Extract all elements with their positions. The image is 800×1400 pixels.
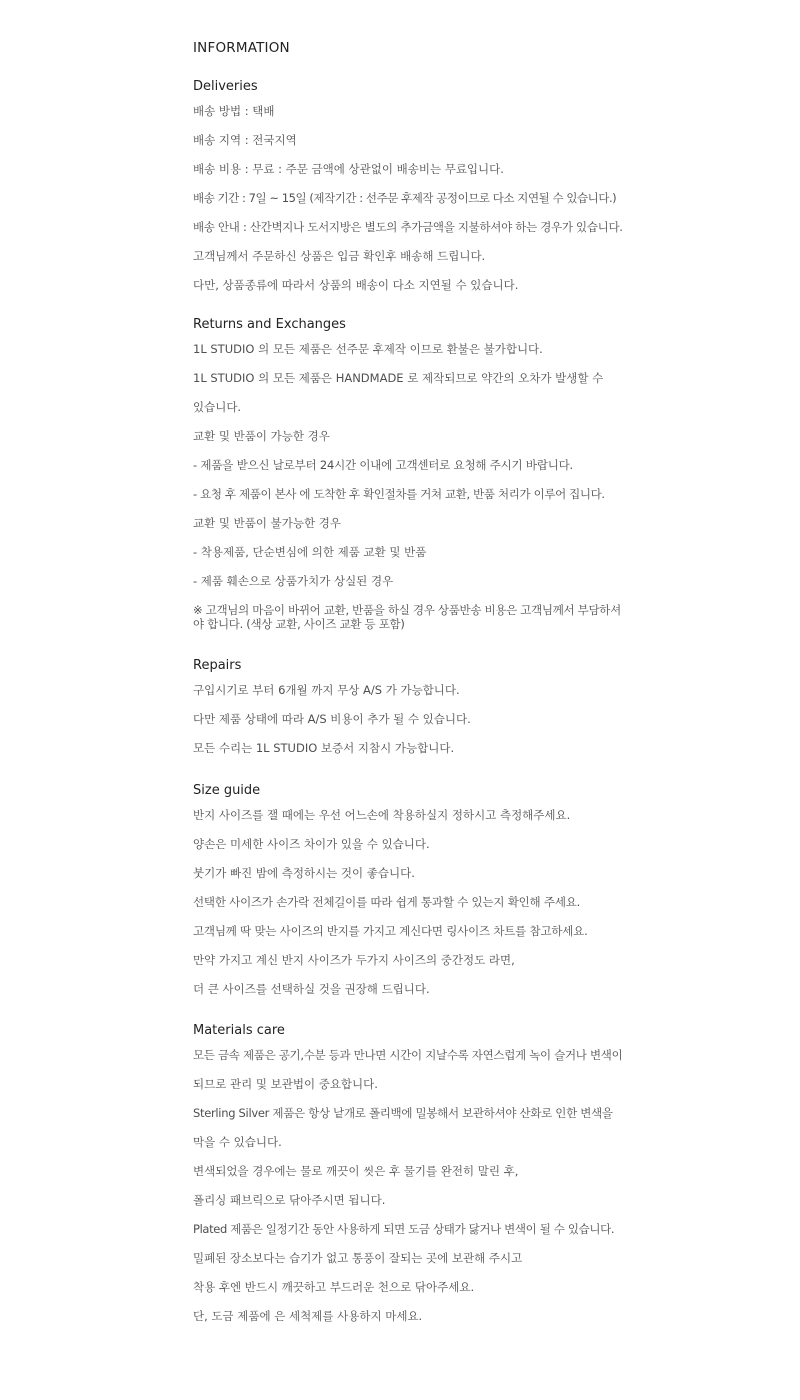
section-deliveries bbox=[193, 78, 633, 292]
materials-care-line: Plated 제품은 일정기간 동안 사용하게 되면 도금 상태가 닳거나 변색이 될 수 있습니다. bbox=[193, 1222, 615, 1236]
section-title-materials-care: Materials care bbox=[193, 1023, 285, 1038]
materials-care-line: 폴리싱 패브릭으로 닦아주시면 됩니다. bbox=[193, 1193, 386, 1207]
materials-care-line: 착용 후엔 반드시 깨끗하고 부드러운 천으로 닦아주세요. bbox=[193, 1280, 475, 1294]
repairs-line: 다만 제품 상태에 따라 A/S 비용이 추가 될 수 있습니다. bbox=[193, 712, 471, 726]
size-guide-lines bbox=[193, 808, 633, 996]
section-title-returns: Returns and Exchanges bbox=[193, 317, 346, 332]
deliveries-line: 배송 안내 : 산간벽지나 도서지방은 별도의 추가금액을 지불하셔야 하는 경우가 있습니다. bbox=[193, 220, 623, 234]
size-guide-line: 반지 사이즈를 잴 때에는 우선 어느손에 착용하실지 정하시고 측정해주세요. bbox=[193, 808, 571, 822]
section-title-repairs: Repairs bbox=[193, 658, 242, 673]
repairs-line: 구입시기로 부터 6개월 까지 무상 A/S 가 가능합니다. bbox=[193, 683, 460, 697]
materials-care-line: 단, 도금 제품에 은 세척제를 사용하지 마세요. bbox=[193, 1309, 423, 1323]
returns-note: ※ 고객님의 마음이 바뀌어 교환, 반품을 하실 경우 상품반송 비용은 고객님께서 부담하셔야 합니다. (색상 교환, 사이즈 교환 등 포함) bbox=[193, 603, 621, 631]
returns-line: - 요청 후 제품이 본사 에 도착한 후 확인절차를 거쳐 교환, 반품 처리가 이루어 집니다. bbox=[193, 487, 605, 501]
materials-care-line: 변색되었을 경우에는 물로 깨끗이 씻은 후 물기를 완전히 말린 후, bbox=[193, 1164, 519, 1178]
materials-care-line: 막을 수 있습니다. bbox=[193, 1135, 282, 1149]
deliveries-line: 배송 지역 : 전국지역 bbox=[193, 133, 297, 147]
returns-line: - 착용제품, 단순변심에 의한 제품 교환 및 반품 bbox=[193, 545, 427, 559]
size-guide-line: 만약 가지고 계신 반지 사이즈가 두가지 사이즈의 중간정도 라면, bbox=[193, 953, 515, 967]
materials-care-lines bbox=[193, 1048, 633, 1323]
deliveries-line: 고객님께서 주문하신 상품은 입금 확인후 배송해 드립니다. bbox=[193, 249, 486, 263]
deliveries-line: 배송 방법 : 택배 bbox=[193, 104, 275, 118]
deliveries-line: 배송 비용 : 무료 : 주문 금액에 상관없이 배송비는 무료입니다. bbox=[193, 162, 504, 176]
returns-lines bbox=[193, 342, 633, 631]
deliveries-line: 다만, 상품종류에 따라서 상품의 배송이 다소 지연될 수 있습니다. bbox=[193, 278, 519, 292]
returns-line: - 제품을 받으신 날로부터 24시간 이내에 고객센터로 요청해 주시기 바랍니다. bbox=[193, 458, 574, 472]
returns-line: - 제품 훼손으로 상품가치가 상실된 경우 bbox=[193, 574, 394, 588]
section-title-size-guide: Size guide bbox=[193, 783, 261, 798]
deliveries-lines bbox=[193, 104, 633, 292]
materials-care-line: 되므로 관리 및 보관법이 중요합니다. bbox=[193, 1077, 378, 1091]
section-repairs bbox=[193, 657, 633, 755]
returns-line: 1L STUDIO 의 모든 제품은 HANDMADE 로 제작되므로 약간의 오차가 발생할 수 bbox=[193, 371, 604, 385]
materials-care-line: 밀폐된 장소보다는 습기가 없고 통풍이 잘되는 곳에 보관해 주시고 bbox=[193, 1251, 523, 1265]
section-size-guide bbox=[193, 782, 633, 996]
materials-care-line: Sterling Silver 제품은 항상 낱개로 폴리백에 밀봉해서 보관하셔야 산화로 인한 변색을 bbox=[193, 1106, 613, 1120]
repairs-lines bbox=[193, 683, 633, 755]
repairs-line: 모든 수리는 1L STUDIO 보증서 지참시 가능합니다. bbox=[193, 741, 455, 755]
returns-line: 있습니다. bbox=[193, 400, 242, 414]
section-materials-care bbox=[193, 1022, 633, 1323]
size-guide-line: 고객님께 딱 맞는 사이즈의 반지를 가지고 계신다면 링사이즈 차트를 참고하세요. bbox=[193, 924, 588, 938]
page-title: INFORMATION bbox=[193, 40, 290, 56]
materials-care-line: 모든 금속 제품은 공기,수분 등과 만나면 시간이 지날수록 자연스럽게 녹이 슬거나 변색이 bbox=[193, 1048, 623, 1062]
section-title-deliveries: Deliveries bbox=[193, 79, 258, 94]
returns-line: 교환 및 반품이 불가능한 경우 bbox=[193, 516, 341, 530]
size-guide-line: 더 큰 사이즈를 선택하실 것을 권장해 드립니다. bbox=[193, 982, 430, 996]
returns-line: 교환 및 반품이 가능한 경우 bbox=[193, 429, 330, 443]
section-returns-exchanges bbox=[193, 316, 633, 631]
size-guide-line: 양손은 미세한 사이즈 차이가 있을 수 있습니다. bbox=[193, 837, 430, 851]
size-guide-line: 선택한 사이즈가 손가락 전체길이를 따라 쉽게 통과할 수 있는지 확인해 주세요. bbox=[193, 895, 581, 909]
size-guide-line: 붓기가 빠진 밤에 측정하시는 것이 좋습니다. bbox=[193, 866, 415, 880]
returns-line: 1L STUDIO 의 모든 제품은 선주문 후제작 이므로 환불은 불가합니다. bbox=[193, 342, 543, 356]
deliveries-line: 배송 기간 : 7일 ~ 15일 (제작기간 : 선주문 후제작 공정이므로 다소 지연될 수 있습니다.) bbox=[193, 191, 617, 205]
